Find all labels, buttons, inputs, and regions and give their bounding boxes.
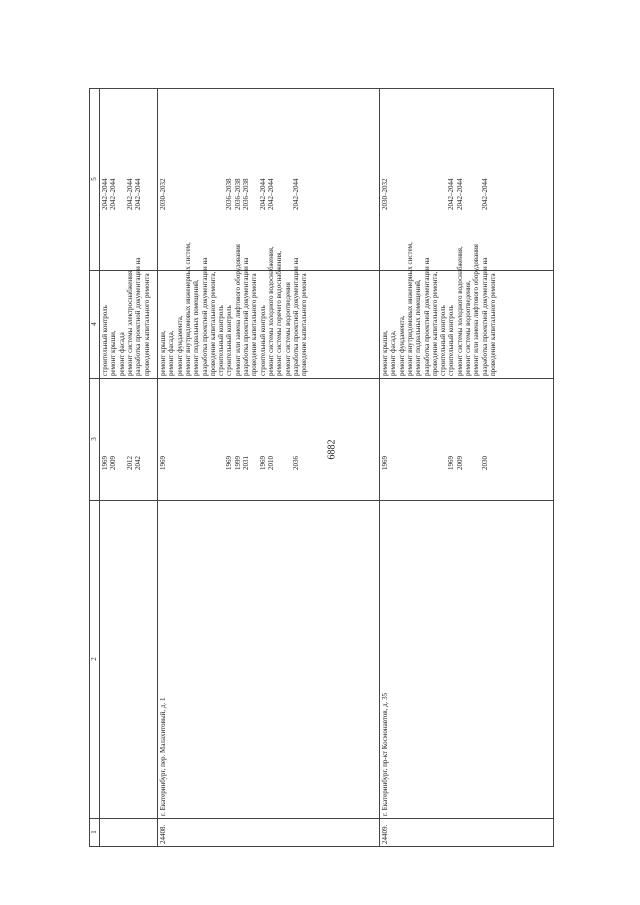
- row-period: 2042–2044: [134, 178, 143, 210]
- row-work: ремонт крыши,: [109, 330, 118, 376]
- row-period: 2042–2044: [291, 178, 300, 210]
- row-period: 2036–2038: [233, 178, 242, 210]
- table-rule: [379, 88, 380, 846]
- column-header: 4: [90, 322, 98, 326]
- row-work: проведение капитального ремонта: [142, 273, 151, 376]
- row-work: проведение капитального ремонта,: [430, 271, 439, 376]
- row-work: строительный контроль: [447, 305, 456, 376]
- row-period: 2036–2038: [225, 178, 234, 210]
- row-period: 2042–2044: [101, 178, 109, 210]
- row-work: ремонт крыши,: [159, 330, 167, 376]
- row-work: ремонт системы холодного водоснабжения,: [266, 246, 275, 376]
- row-work: строительный контроль: [258, 305, 267, 376]
- row-work: ремонт системы горячего водоснабжения,: [275, 250, 284, 376]
- row-work: проведение капитального ремонта: [250, 273, 259, 376]
- row-work: проведение капитального ремонта,: [208, 271, 217, 376]
- row-work: ремонт подвальных помещений,: [192, 279, 201, 376]
- row-work: ремонт фасада: [117, 332, 126, 376]
- row-work: разработка проектной документации на: [422, 257, 431, 376]
- row-period: 2042–2044: [266, 178, 275, 210]
- row-work: разработка проектной документации на: [200, 257, 209, 376]
- row-work: ремонт фундамента,: [175, 315, 184, 376]
- row-work: строительный контроль: [217, 305, 226, 376]
- row-work: разработка проектной документации на: [291, 257, 300, 376]
- row-work: ремонт крыши,: [381, 330, 389, 376]
- row-period: 2030–2032: [159, 178, 167, 210]
- row-work: ремонт системы холодного водоснабжения,: [455, 246, 464, 376]
- row-period: 2042–2044: [109, 178, 118, 210]
- row-work: разработка проектной документации на: [480, 257, 489, 376]
- row-year: 2042: [134, 456, 143, 470]
- row-year: 1969: [225, 456, 234, 470]
- table-rule: [157, 88, 158, 846]
- row-year: 1969: [159, 456, 167, 470]
- row-period: 2042–2044: [125, 178, 134, 210]
- row-year: 1969: [447, 456, 456, 470]
- row-work: ремонт фасада,: [389, 330, 398, 376]
- entry-number: 24409.: [381, 824, 389, 844]
- row-work: ремонт фасада,: [167, 330, 176, 376]
- row-year: 2010: [266, 456, 275, 470]
- row-period: 2042–2044: [258, 178, 267, 210]
- row-work: ремонт или замена лифтового оборудования: [233, 244, 242, 376]
- row-period: 2042–2044: [447, 178, 456, 210]
- repair-schedule-table: [89, 88, 553, 846]
- row-work: ремонт или замена лифтового оборудования: [472, 244, 481, 376]
- row-year: 2009: [109, 456, 118, 470]
- row-year: 2009: [455, 456, 464, 470]
- entry-number: 24408.: [159, 824, 167, 844]
- row-year: 1999: [233, 456, 242, 470]
- row-year: 2036: [291, 456, 300, 470]
- row-period: 2042–2044: [455, 178, 464, 210]
- row-year: 2012: [125, 456, 134, 470]
- row-work: ремонт подвальных помещений,: [414, 279, 423, 376]
- entry-address: г. Екатеринбург, пр-кт Космонавтов, д. 35: [381, 692, 389, 816]
- row-work: строительный контроль: [439, 305, 448, 376]
- row-work: ремонт внутридомовых инженерных систем,: [183, 242, 192, 376]
- row-period: 2030–2032: [381, 178, 389, 210]
- row-work: ремонт системы электроснабжения: [125, 270, 134, 376]
- table-rule: [89, 378, 553, 379]
- table-rule: [89, 818, 553, 819]
- column-header: 5: [90, 177, 98, 181]
- row-work: ремонт системы водоотведения: [283, 282, 292, 376]
- row-work: ремонт фундамента,: [397, 315, 406, 376]
- row-work: разработка проектной документации на: [242, 257, 250, 376]
- table-rule: [99, 88, 100, 846]
- row-year: 2031: [242, 456, 250, 470]
- row-work: проведение капитального ремонта: [488, 273, 497, 376]
- row-year: 1969: [381, 456, 389, 470]
- row-work: разработка проектной документации на: [134, 257, 143, 376]
- row-work: ремонт внутридомовых инженерных систем,: [405, 242, 414, 376]
- column-header: 2: [90, 657, 98, 661]
- row-work: строительный контроль: [101, 305, 109, 376]
- row-period: 2042–2044: [480, 178, 489, 210]
- entry-address: г. Екатеринбург, пер. Малахитовый, д. 1: [159, 697, 167, 816]
- row-year: 1969: [101, 456, 109, 470]
- row-work: строительный контроль: [225, 305, 234, 376]
- row-work: ремонт системы водоотведения,: [464, 280, 472, 376]
- row-year: 1969: [258, 456, 267, 470]
- table-rule: [89, 500, 553, 501]
- column-header: 1: [90, 830, 98, 834]
- row-work: проведение капитального ремонта: [300, 273, 309, 376]
- column-header: 3: [90, 437, 98, 441]
- row-period: 2036–2038: [242, 178, 250, 210]
- page-number: 6882: [326, 439, 338, 460]
- row-year: 2030: [480, 456, 489, 470]
- table-rule: [553, 88, 554, 846]
